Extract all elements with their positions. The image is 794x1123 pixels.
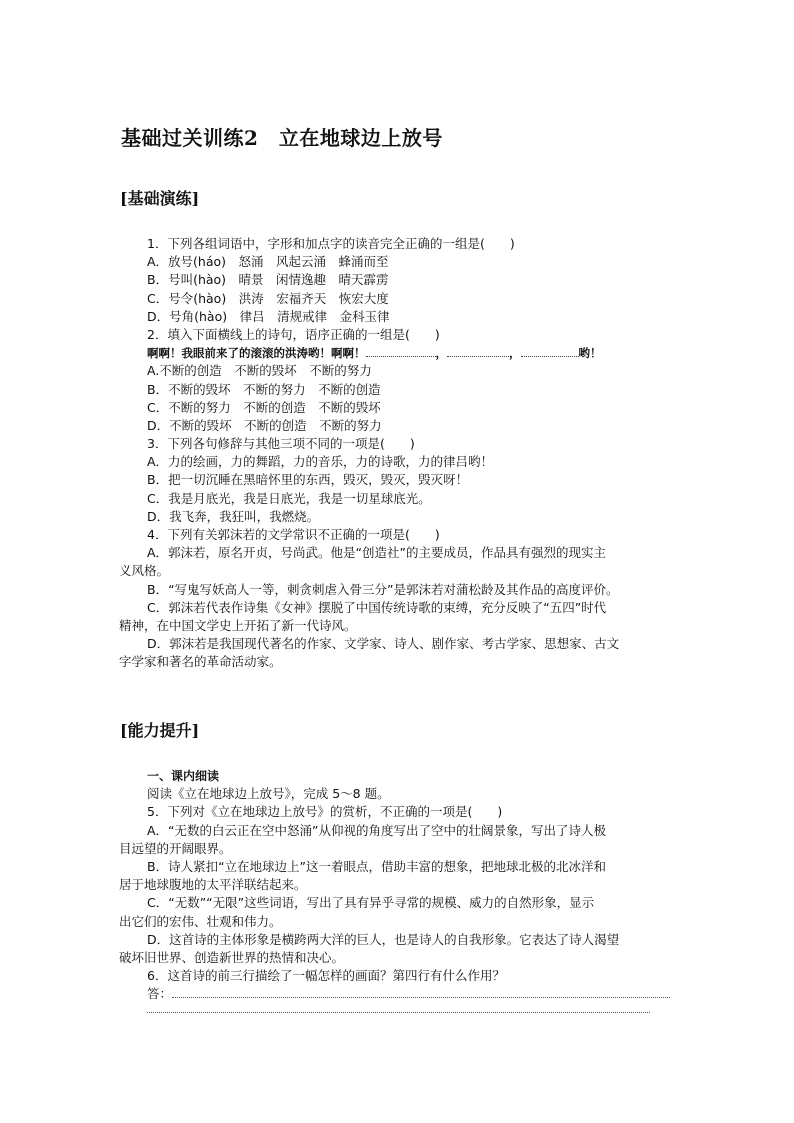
answer-blank-line-2[interactable] [147,1012,650,1013]
answer-label: 答： [147,986,173,1002]
question-3-option-b: B．把一切沉睡在黑暗怀里的东西，毁灭，毁灭，毁灭呀！ [147,472,469,488]
question-3-option-d: D．我飞奔，我狂叫，我燃烧。 [147,508,320,524]
question-1-option-b: B．号叫(hào) 晴景 闲情逸趣 晴天霹雳 [147,272,389,288]
reading-instruction: 阅读《立在地球边上放号》，完成 5～8 题。 [147,786,390,802]
question-1-option-c: C．号令(hào) 洪涛 宏福齐天 恢宏大度 [147,290,389,306]
question-4-option-a: A．郭沫若，原名开贞，号尚武。他是“创造社”的主要成员，作品具有强烈的现实主 [147,545,607,561]
question-1-option-a: A．放号(háo) 怒涌 风起云涌 蜂涌而至 [147,254,389,270]
question-3-option-c: C．我是月底光，我是日底光，我是一切星球底光。 [147,490,431,506]
question-5-option-c-cont: 出它们的宏伟、壮观和伟力。 [119,913,282,929]
question-5-option-a-cont: 目远望的开阔眼界。 [119,840,232,856]
question-5-option-a: A．“无数的白云正在空中怒涌”从仰视的角度写出了空中的壮阔景象，写出了诗人极 [147,822,607,838]
question-5-stem: 5．下列对《立在地球边上放号》的赏析，不正确的一项是( ) [147,804,503,820]
question-4-option-d-cont: 字学家和著名的革命活动家。 [119,654,282,670]
poem-prefix: 啊啊！我眼前来了的滚滚的洪涛哟！啊啊！ [147,346,366,361]
question-2-option-c: C．不断的努力 不断的创造 不断的毁坏 [147,399,381,415]
page-title: 基础过关训练2 立在地球边上放号 [121,126,443,150]
blank-1 [366,344,436,357]
question-5-option-d: D．这首诗的主体形象是横跨两大洋的巨人，也是诗人的自我形象。它表达了诗人渴望 [147,931,620,947]
poem-suffix: 哟！ [578,346,602,361]
question-5-option-b-cont: 居于地球腹地的太平洋联结起来。 [119,877,307,893]
question-5-option-d-cont: 破坏旧世界、创造新世界的热情和决心。 [119,949,345,965]
ability-questions [119,767,677,1003]
question-6-stem: 6．这首诗的前三行描绘了一幅怎样的画面？第四行有什么作用？ [147,968,505,984]
question-2-stem: 2．填入下面横线上的诗句，语序正确的一组是( ) [147,326,440,342]
question-5-option-b: B．诗人紧扣“立在地球边上”这一着眼点，借助丰富的想象，把地球北极的北冰洋和 [147,858,607,874]
question-3-stem: 3．下列各句修辞与其他三项不同的一项是( ) [147,436,415,452]
question-5-option-c: C．“无数”“无限”这些词语，写出了具有异乎寻常的规模、威力的自然形象，显示 [147,895,595,911]
blank-2 [447,344,509,357]
question-2-poem-line [147,344,677,362]
question-4-option-c-cont: 精神，在中国文学史上开拓了新一代诗风。 [119,617,357,633]
section-heading-ability: [能力提升] [120,721,200,740]
section-heading-basic: [基础演练] [120,189,200,208]
question-1-option-d: D．号角(hào) 律吕 清规戒律 金科玉律 [147,308,390,324]
blank-3 [521,344,579,357]
blank-separator-2: ， [509,346,521,361]
question-3-option-a: A．力的绘画，力的舞蹈，力的音乐，力的诗歌，力的律吕哟！ [147,454,494,470]
question-2-option-d: D．不断的毁坏 不断的创造 不断的努力 [147,417,382,433]
basic-questions [119,235,677,672]
question-2-option-b: B．不断的毁坏 不断的努力 不断的创造 [147,381,381,397]
question-2-option-a: A.不断的创造 不断的毁坏 不断的努力 [147,363,372,379]
question-1-stem: 1．下列各组词语中，字形和加点字的读音完全正确的一组是( ) [147,236,515,251]
question-4-stem: 4．下列有关郭沫若的文学常识不正确的一项是( ) [147,527,440,542]
question-4-option-d: D．郭沫若是我国现代著名的作家、文学家、诗人、剧作家、考古学家、思想家、古文 [147,636,620,652]
question-4-option-c: C．郭沫若代表作诗集《女神》摆脱了中国传统诗歌的束缚，充分反映了“五四”时代 [147,599,607,615]
answer-blank-line-1[interactable] [172,985,670,998]
sub-heading: 一、课内细读 [147,769,220,783]
question-4-option-a-cont: 义风格。 [119,563,170,579]
question-4-option-b: B．“写鬼写妖高人一等，刺贪刺虐入骨三分”是郭沫若对蒲松龄及其作品的高度评价。 [147,581,619,597]
answer-row [147,985,677,1003]
blank-separator-1: ， [435,346,447,361]
